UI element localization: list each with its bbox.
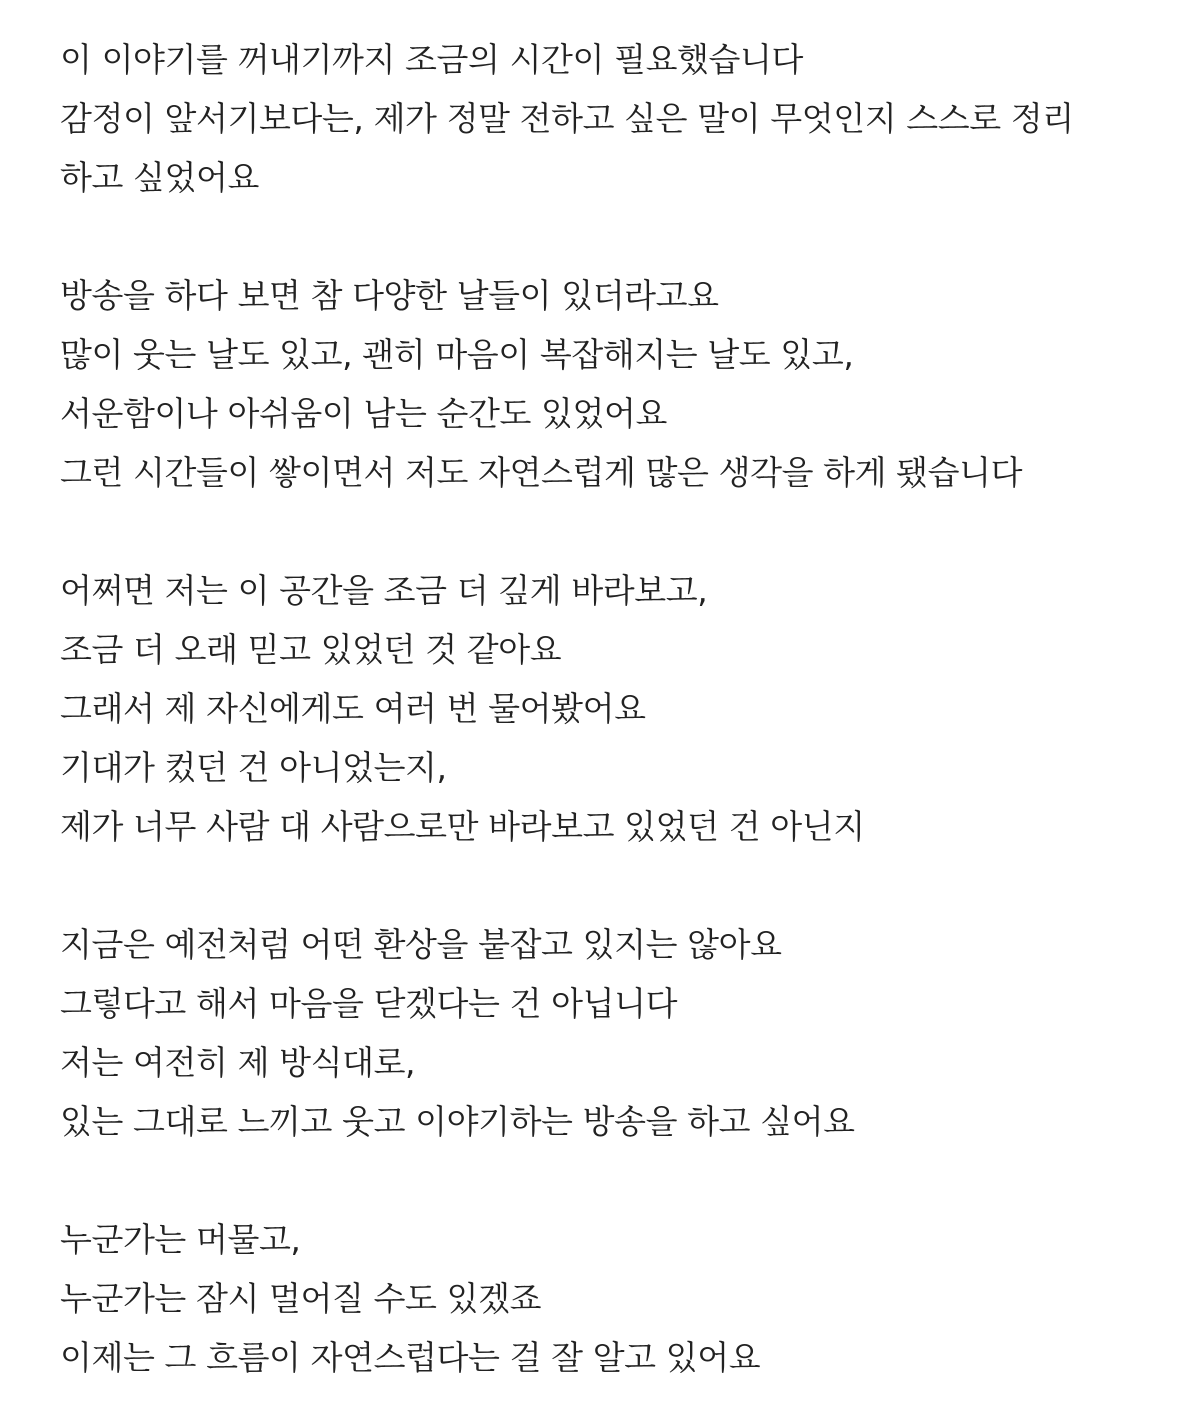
- text-line: 있는 그대로 느끼고 웃고 이야기하는 방송을 하고 싶어요: [60, 1102, 855, 1141]
- text-line: 많이 웃는 날도 있고, 괜히 마음이 복잡해지는 날도 있고,: [60, 335, 854, 374]
- text-line: 이 이야기를 꺼내기까지 조금의 시간이 필요했습니다: [60, 40, 803, 79]
- text-line: 그런 시간들이 쌓이면서 저도 자연스럽게 많은 생각을 하게 됐습니다: [60, 453, 1023, 492]
- text-line: 기대가 컸던 건 아니었는지,: [60, 748, 447, 787]
- paragraph-5: [60, 1210, 1150, 1387]
- text-line: 그래서 제 자신에게도 여러 번 물어봤어요: [60, 689, 646, 728]
- text-line: 그렇다고 해서 마음을 닫겠다는 건 아닙니다: [60, 984, 678, 1023]
- text-line: 저는 여전히 제 방식대로,: [60, 1043, 416, 1082]
- paragraph-2: [60, 266, 1150, 502]
- paragraph-1: [60, 30, 1150, 207]
- text-line: 감정이 앞서기보다는, 제가 정말 전하고 싶은 말이 무엇인지 스스로 정리: [60, 99, 1074, 138]
- text-line: 하고 싶었어요: [60, 158, 259, 197]
- paragraph-3: [60, 561, 1150, 856]
- text-line: 누군가는 잠시 멀어질 수도 있겠죠: [60, 1279, 542, 1318]
- text-line: 이제는 그 흐름이 자연스럽다는 걸 잘 알고 있어요: [60, 1338, 761, 1377]
- text-line: 어쩌면 저는 이 공간을 조금 더 깊게 바라보고,: [60, 571, 708, 610]
- text-line: 누군가는 머물고,: [60, 1220, 301, 1259]
- post-body: [60, 30, 1150, 1387]
- text-line: 지금은 예전처럼 어떤 환상을 붙잡고 있지는 않아요: [60, 925, 782, 964]
- text-line: 제가 너무 사람 대 사람으로만 바라보고 있었던 건 아닌지: [60, 807, 865, 846]
- text-line: 방송을 하다 보면 참 다양한 날들이 있더라고요: [60, 276, 719, 315]
- paragraph-4: [60, 915, 1150, 1151]
- text-line: 조금 더 오래 믿고 있었던 것 같아요: [60, 630, 562, 669]
- text-line: 서운함이나 아쉬움이 남는 순간도 있었어요: [60, 394, 667, 433]
